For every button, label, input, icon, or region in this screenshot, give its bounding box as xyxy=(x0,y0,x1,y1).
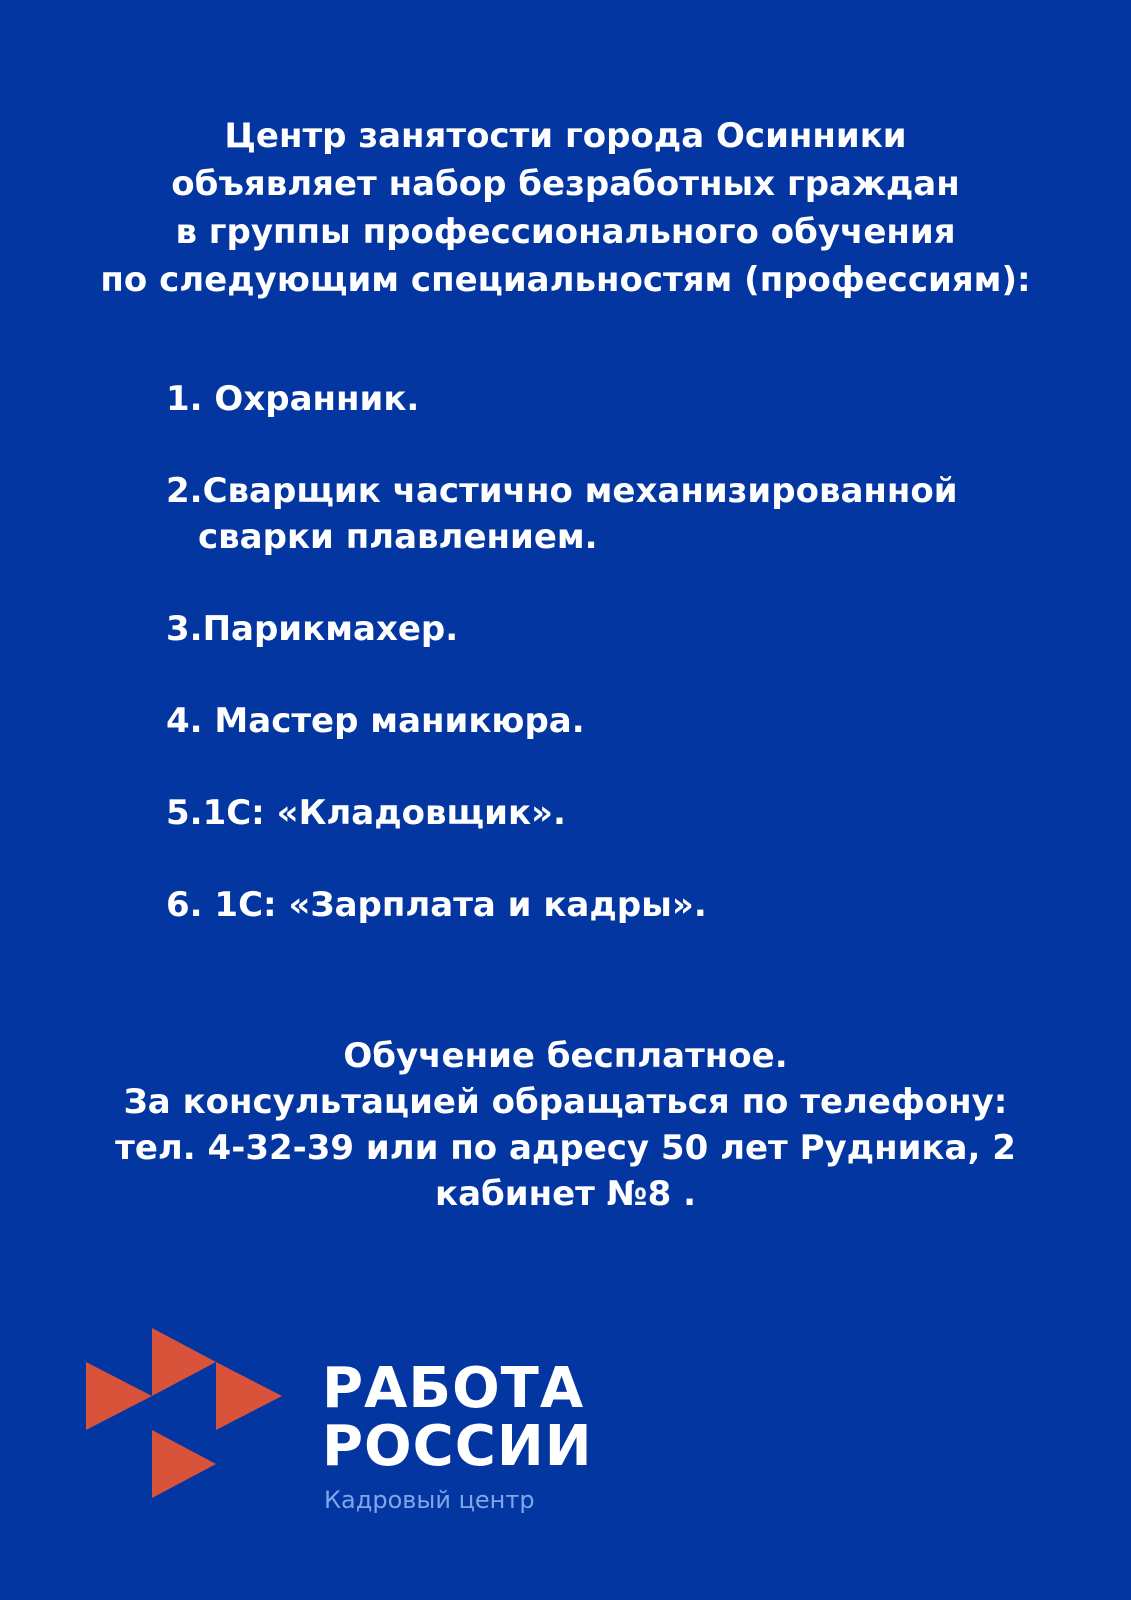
header-line: Центр занятости города Осинники xyxy=(224,116,907,156)
profession-label: 6. 1С: «Зарплата и кадры». xyxy=(166,885,707,925)
profession-item xyxy=(166,698,958,744)
rabota-rossii-arrows-logo-icon xyxy=(86,1326,286,1520)
profession-item xyxy=(166,376,958,422)
contact-line: За консультацией обращаться по телефону: xyxy=(123,1082,1008,1122)
brand-subtitle: Кадровый центр xyxy=(324,1486,535,1514)
header-line: объявляет набор безработных граждан xyxy=(171,164,960,204)
professions-list xyxy=(166,376,958,928)
header-line: в группы профессионального обучения xyxy=(175,212,956,252)
logo-arrow-left xyxy=(86,1362,152,1430)
profession-item xyxy=(166,790,958,836)
profession-item xyxy=(166,882,958,928)
profession-item xyxy=(166,606,958,652)
announcement-header xyxy=(0,112,1131,304)
profession-label: 3.Парикмахер. xyxy=(166,609,459,649)
contact-info xyxy=(0,1033,1131,1217)
brand-title xyxy=(322,1356,593,1479)
brand-title-line: РОССИИ xyxy=(322,1414,593,1479)
profession-label: 1. Охранник. xyxy=(166,379,420,419)
profession-label: 2.Сварщик частично механизированной xyxy=(166,471,958,511)
contact-line: Обучение бесплатное. xyxy=(343,1036,788,1076)
logo-arrow-right xyxy=(216,1362,282,1430)
contact-line: тел. 4-32-39 или по адресу 50 лет Рудника, 2 xyxy=(115,1128,1016,1168)
header-line: по следующим специальностям (профессиям): xyxy=(100,260,1031,300)
logo-arrow-top xyxy=(152,1328,216,1396)
profession-item xyxy=(166,468,958,560)
profession-label: 4. Мастер маникюра. xyxy=(166,701,585,741)
logo-arrow-bottom xyxy=(152,1430,216,1498)
profession-label-continuation: сварки плавлением. xyxy=(198,517,598,557)
contact-line: кабинет №8 . xyxy=(435,1174,696,1214)
brand-title-line: РАБОТА xyxy=(322,1356,585,1421)
profession-label: 5.1С: «Кладовщик». xyxy=(166,793,566,833)
